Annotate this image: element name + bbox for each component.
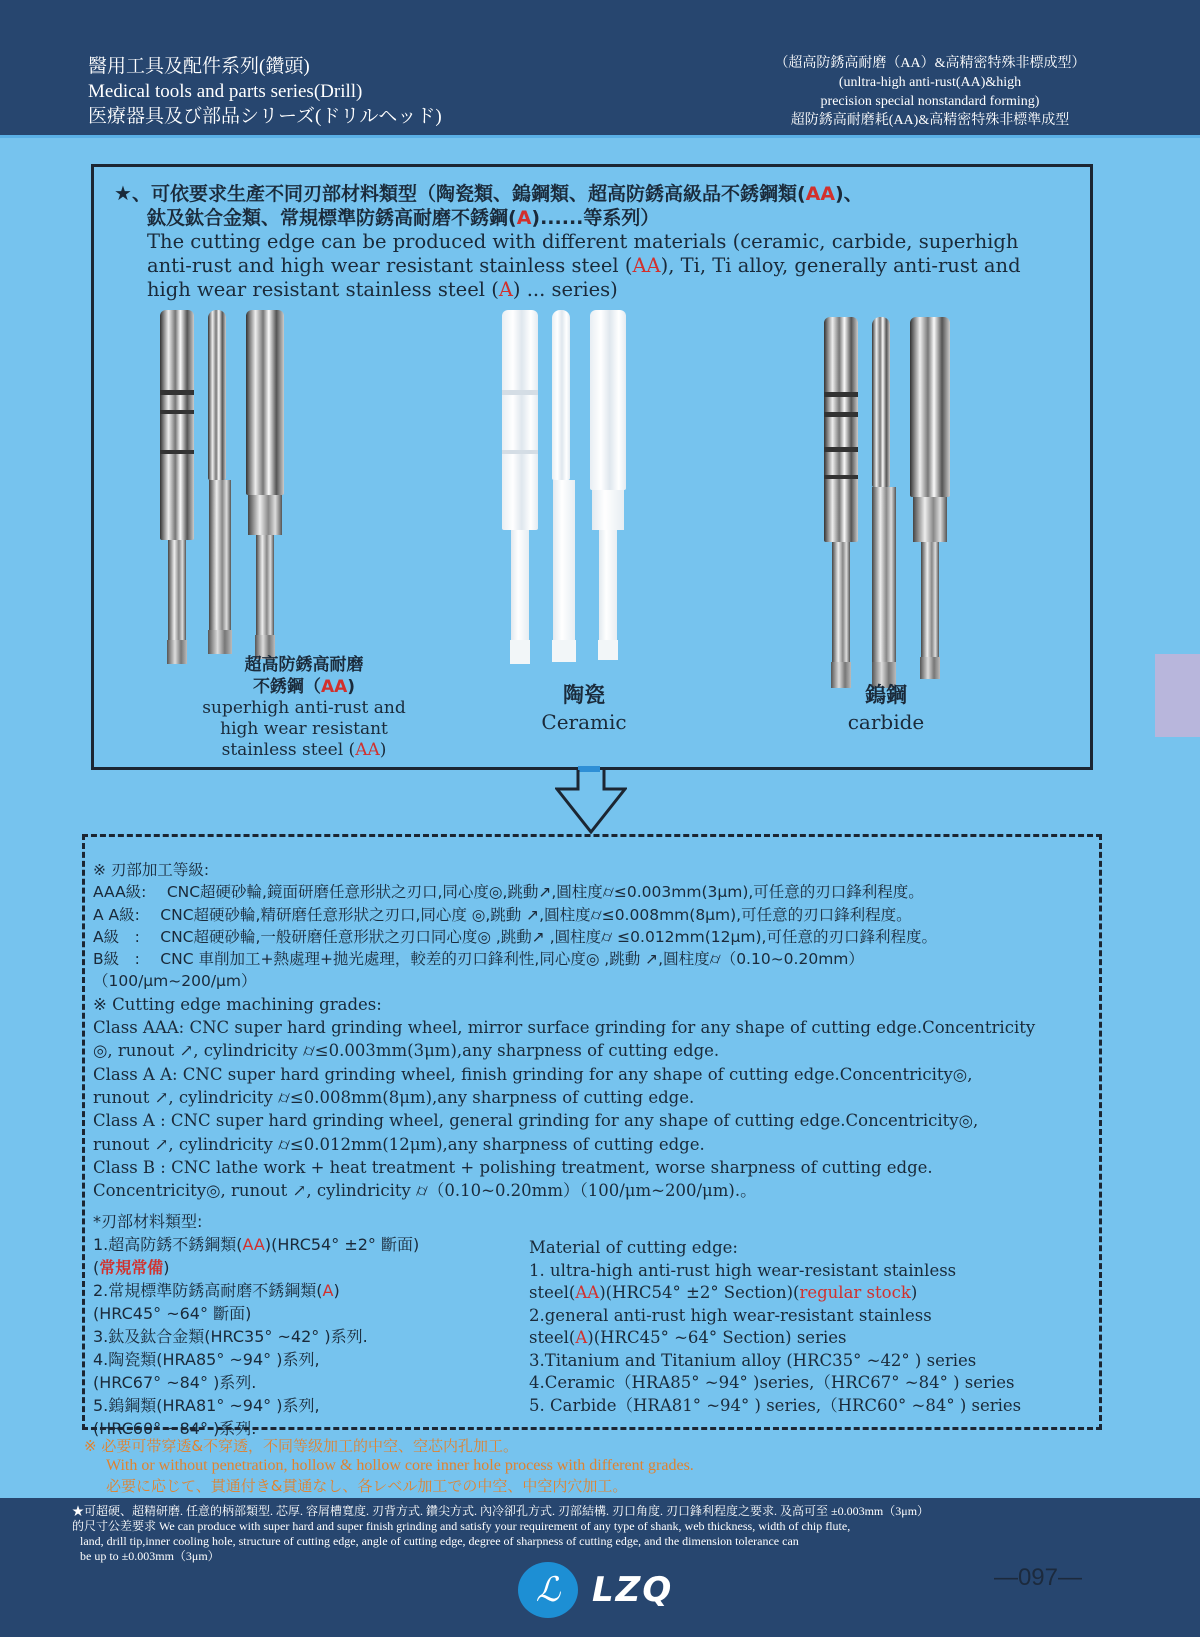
material-item: (HRC67° ~84° )系列. [93, 1373, 257, 1392]
material-item: 5.鎢鋼類(HRA81° ~94° )系列, [93, 1396, 320, 1415]
drill-image [502, 310, 538, 664]
materials-zh [93, 1210, 523, 1440]
material-item: 4.Ceramic（HRA85° ~94° )series,（HRC67° ~84° ) series [529, 1373, 1015, 1392]
grade-row: Class A A: CNC super hard grinding wheel, finish grinding for any shape of cutting edge.Concentricity◎, [93, 1064, 973, 1084]
grade-row: A級 : CNC超硬砂輪,一般研磨任意形狀之刃口同心度◎ ,跳動↗ ,圓柱度⌭ ≤0.012mm(12μm),可任意的刃口鋒利程度。 [93, 927, 937, 946]
grade-row: runout ↗, cylindricity ⌭≤0.012mm(12μm),any sharpness of cutting edge. [93, 1134, 705, 1154]
grade-row: Class B : CNC lathe work + heat treatment + polishing treatment, worse sharpness of cutting edge. [93, 1157, 933, 1177]
side-page-tab [1155, 654, 1200, 737]
stainless-drill-image [160, 310, 298, 664]
material-item: (HRC60° ~84° )系列. [93, 1419, 257, 1438]
header-band [0, 0, 1200, 138]
material-item: 3.Titanium and Titanium alloy (HRC35° ~42° ) series [529, 1350, 977, 1370]
machining-grades [93, 859, 1093, 1202]
grade-row: （100/μm~200/μm） [93, 972, 257, 991]
drill-image [208, 310, 232, 654]
drill-image [590, 310, 626, 660]
drill-image [160, 310, 194, 664]
grade-row: A A級: CNC超硬砂輪,精研磨任意形狀之刃口,同心度 ◎,跳動 ↗,圓柱度⌭≤0.008mm(8μm),可任意的刃口鋒利程度。 [93, 905, 912, 924]
subtitle-zh-tw: （超高防銹高耐磨（AA）&高精密特殊非標成型） [774, 56, 1086, 71]
drill-image [872, 317, 896, 688]
page-number: —097— [993, 1564, 1082, 1591]
grade-row: B級 : CNC 車削加工+熱處理+拋光處理，較差的刃口鋒利性,同心度◎ ,跳動 ↗,圓柱度⌭（0.10~0.20mm） [93, 950, 864, 969]
drill-image [552, 310, 576, 662]
material-item: 5. Carbide（HRA81° ~94° ) series,（HRC60° ~84° ) series [529, 1395, 1022, 1415]
material-item: 4.陶瓷類(HRA85° ~94° )系列, [93, 1350, 320, 1369]
material-item: 1.超高防銹不銹鋼類(AA)(HRC54° ±2° 斷面) [93, 1235, 420, 1254]
header-titles [88, 54, 442, 129]
subtitle-zh-cn: 超防銹高耐磨耗(AA)&高精密特殊非標準成型 [790, 113, 1070, 128]
material-item: (HRC45° ~64° 斷面) [93, 1304, 252, 1323]
intro-text: ★、可依要求生產不同刃部材料類型（陶瓷類、鎢鋼類、超高防銹高級品不銹鋼類(AA)、 鈦及鈦合金類、常規標準防銹高耐磨不銹鋼(A)......等系列） The cutting edge can be produced with different materials (ceramic, carbide, superhigh anti-rust and high wear resistant stainless steel (AA), Ti, Ti alloy, generally anti-rust and high wear resistant stainless steel (A) ... series) [114, 181, 1021, 301]
specifications-box [82, 834, 1102, 1438]
grade-row: runout ↗, cylindricity ⌭≤0.008mm(8μm),any sharpness of cutting edge. [93, 1087, 695, 1107]
material-item-note: (常規常備) [93, 1258, 170, 1277]
material-item: steel(A)(HRC45° ~64° Section) series [529, 1328, 847, 1347]
drill-image [824, 317, 858, 688]
material-item: 2.general anti-rust high wear-resistant stainless [529, 1305, 932, 1325]
material-item: 1. ultra-high anti-rust high wear-resistant stainless [529, 1260, 957, 1280]
material-item: steel(AA)(HRC54° ±2° Section)(regular stock) [529, 1283, 918, 1302]
header-subtitles [720, 54, 1140, 130]
logo-text: LZQ [592, 1570, 674, 1610]
hole-note-zh: ※ 必要可带穿透&不穿透，不同等级加工的中空、空芯内孔加工。 [84, 1437, 519, 1455]
category-label-carbide: 鎢鋼 carbide [847, 683, 925, 734]
material-item: 2.常規標準防銹高耐磨不銹鋼類(A) [93, 1281, 340, 1300]
grades-zh-heading: ※ 刃部加工等級: [93, 861, 210, 879]
lzq-logo [518, 1562, 673, 1618]
hole-process-note [84, 1436, 694, 1496]
grade-row: ◎, runout ↗, cylindricity ⌭≤0.003mm(3μm),any sharpness of cutting edge. [93, 1041, 720, 1061]
grade-row: Concentricity◎, runout ↗, cylindricity ⌭（0.10~0.20mm）（100/μm~200/μm).。 [93, 1181, 757, 1201]
grade-row: Class AAA: CNC super hard grinding wheel, mirror surface grinding for any shape of cutting edge.Concentricity [93, 1018, 1036, 1038]
title-en: Medical tools and parts series(Drill) [88, 81, 363, 102]
hole-note-jp: 必要に応じて、貫通付き&貫通なし、各レベル加工での中空、中空内穴加工。 [106, 1477, 628, 1495]
carbide-drill-image [824, 317, 964, 688]
footer-band [0, 1498, 1200, 1637]
drill-image [246, 310, 284, 659]
category-label-stainless: 超高防銹高耐磨 不銹鋼（AA) superhigh anti-rust and high wear resistant stainless steel (AA) [202, 655, 406, 760]
footer-capabilities-text: ★可超硬、超精研磨. 任意的柄部類型. 芯厚. 容屑槽寬度. 刃背方式. 鑽尖方式. 內冷卻孔方式. 刃部結構. 刃口角度. 刃口鋒利程度之要求. 及高可至 ±0.003mm（3μm） 的尺寸公差要求 We can produce with super hard and super finish grinding and satisfy your requirement of any type of shank, web thickness, width of chip flute, land, drill tip,inner cooling hole, structure of cutting edge, angle of cutting edge, degree of sharpness of cutting edge, and the dimension tolerance can be up to ±0.003mm（3μm） [72, 1504, 930, 1563]
drill-image [910, 317, 950, 679]
grade-row: AAA級: CNC超硬砂輪,鏡面研磨任意形狀之刃口,同心度◎,跳動↗,圓柱度⌭≤0.003mm(3μm),可任意的刃口鋒利程度。 [93, 883, 924, 902]
materials-en-heading: Material of cutting edge: [529, 1238, 738, 1257]
ceramic-drill-image [502, 310, 640, 664]
hole-note-en: With or without penetration, hollow & hollow core inner hole process with different grades. [106, 1457, 694, 1474]
logo-mark-icon: ℒ [518, 1562, 578, 1618]
grade-row: Class A : CNC super hard grinding wheel, general grinding for any shape of cutting edge.Concentricity◎, [93, 1111, 979, 1131]
title-zh-tw: 醫用工具及配件系列(鑽頭) [88, 56, 310, 77]
materials-zh-heading: *刃部材料類型: [93, 1212, 203, 1231]
star-icon: ★ [114, 181, 132, 205]
title-jp: 医療器具及び部品シリーズ(ドリルヘッド) [88, 106, 442, 127]
grades-en-heading: ※ Cutting edge machining grades: [93, 994, 382, 1014]
material-item: 3.鈦及鈦合金類(HRC35° ~42° )系列. [93, 1327, 368, 1346]
materials-en [529, 1237, 1099, 1417]
subtitle-en-1: (unltra-high anti-rust(AA)&high [838, 75, 1022, 90]
category-label-ceramic: 陶瓷 Ceramic [541, 683, 627, 734]
subtitle-en-2: precision special nonstandard forming) [820, 94, 1040, 109]
down-arrow-icon [555, 766, 627, 834]
materials-overview-box [91, 164, 1093, 770]
